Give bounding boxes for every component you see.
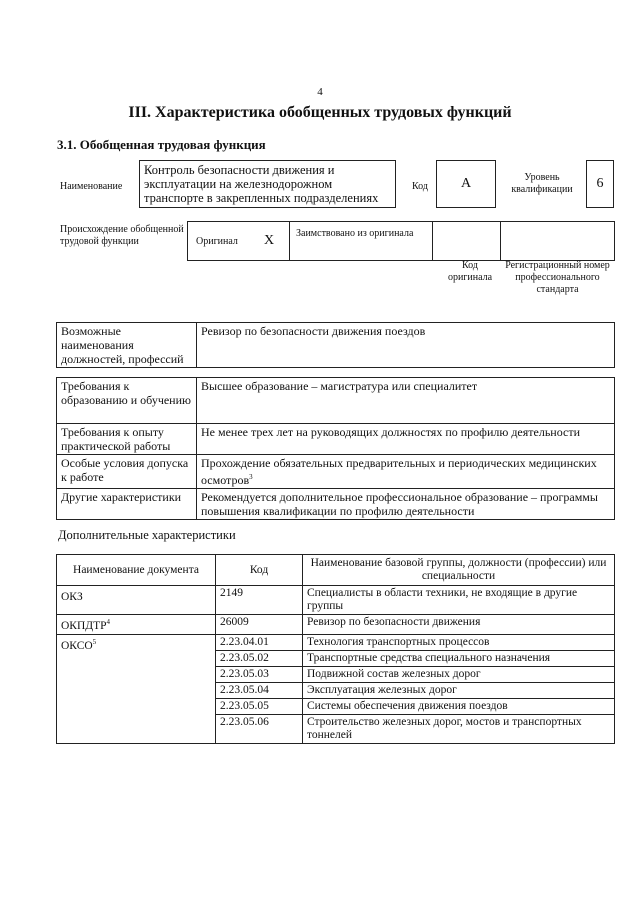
additional-body (57, 586, 615, 744)
req-text: Прохождение обязательных предварительных и периодических медицинских осмотров (201, 456, 597, 487)
name-cell: Транспортные средства специального назначения (303, 650, 615, 666)
req-label: Требования к образованию и обучению (57, 378, 197, 424)
name-cell: Подвижной состав железных дорог (303, 666, 615, 682)
positions-label: Возможные наименования должностей, профессий (57, 323, 197, 368)
section-title: III. Характеристика обобщенных трудовых функций (128, 104, 512, 121)
code-original-caption: Код оригинала (447, 260, 493, 283)
footnote-ref: 3 (249, 473, 253, 481)
divider (432, 222, 433, 260)
code-cell: 2.23.05.06 (216, 714, 303, 743)
positions-value: Ревизор по безопасности движения поездов (197, 323, 615, 368)
req-value: Высшее образование – магистратура или специалитет (197, 378, 615, 424)
req-value: Не менее трех лет на руководящих должностях по профилю деятельности (197, 424, 615, 455)
doc-cell (57, 615, 216, 635)
col-name-header: Наименование базовой группы, должности (профессии) или специальности (303, 555, 615, 586)
table-row (57, 586, 615, 615)
table-row (57, 378, 615, 424)
name-cell: Специалисты в области техники, не входящие в другие группы (303, 586, 615, 615)
borrowed-label: Заимствовано из оригинала (296, 228, 414, 239)
footnote-ref: 5 (92, 637, 97, 646)
table-row (57, 634, 615, 650)
code-cell: 2149 (216, 586, 303, 615)
footnote-ref: 4 (106, 618, 111, 626)
level-label: Уровень квалификации (511, 172, 573, 195)
code-cell: 2.23.05.05 (216, 698, 303, 714)
req-value (197, 455, 615, 489)
original-label: Оригинал (196, 236, 238, 247)
code-label: Код (412, 181, 428, 192)
doc-cell (57, 634, 216, 743)
table-header-row (57, 555, 615, 586)
level-value: 6 (586, 160, 614, 208)
name-cell: Системы обеспечения движения поездов (303, 698, 615, 714)
name-cell: Технология транспортных процессов (303, 634, 615, 650)
req-label: Другие характеристики (57, 489, 197, 520)
additional-table (56, 554, 615, 744)
table-row (57, 455, 615, 489)
reg-number-caption: Регистрационный номер профессионального стандарта (505, 260, 610, 295)
code-cell: 2.23.05.02 (216, 650, 303, 666)
name-cell: Ревизор по безопасности движения (303, 615, 615, 635)
req-value: Рекомендуется дополнительное профессиональное образование – программы повышения квалификации по профилю деятельности (197, 489, 615, 520)
table-row (57, 424, 615, 455)
page-number: 4 (317, 86, 323, 98)
doc-cell (57, 586, 216, 615)
code-cell: 2.23.04.01 (216, 634, 303, 650)
requirements-table (56, 377, 615, 520)
doc-name: ОКЗ (61, 590, 83, 603)
code-cell: 2.23.05.04 (216, 682, 303, 698)
positions-table (56, 322, 615, 368)
subsection-title: 3.1. Обобщенная трудовая функция (57, 137, 266, 152)
col-doc-header: Наименование документа (57, 555, 216, 586)
req-label: Требования к опыту практической работы (57, 424, 197, 455)
doc-name: ОКПДТР (61, 619, 107, 632)
origin-label: Происхождение обобщенной трудовой функции (60, 224, 184, 247)
name-cell: Строительство железных дорог, мостов и транспортных тоннелей (303, 714, 615, 743)
function-name-value: Контроль безопасности движения и эксплуатации на железнодорожном транспорте в закрепленных подразделениях (139, 160, 396, 208)
table-row (57, 489, 615, 520)
code-cell: 2.23.05.03 (216, 666, 303, 682)
origin-box (187, 221, 615, 261)
divider (500, 222, 501, 260)
additional-title: Дополнительные характеристики (58, 528, 236, 542)
table-row (57, 615, 615, 635)
divider (289, 222, 290, 260)
code-cell: 26009 (216, 615, 303, 635)
col-code-header: Код (216, 555, 303, 586)
req-label: Особые условия допуска к работе (57, 455, 197, 489)
name-label: Наименование (60, 181, 123, 192)
code-value: А (436, 160, 496, 208)
table-row (57, 323, 615, 368)
original-mark: X (264, 233, 275, 248)
name-cell: Эксплуатация железных дорог (303, 682, 615, 698)
doc-name: ОКСО (61, 639, 93, 652)
